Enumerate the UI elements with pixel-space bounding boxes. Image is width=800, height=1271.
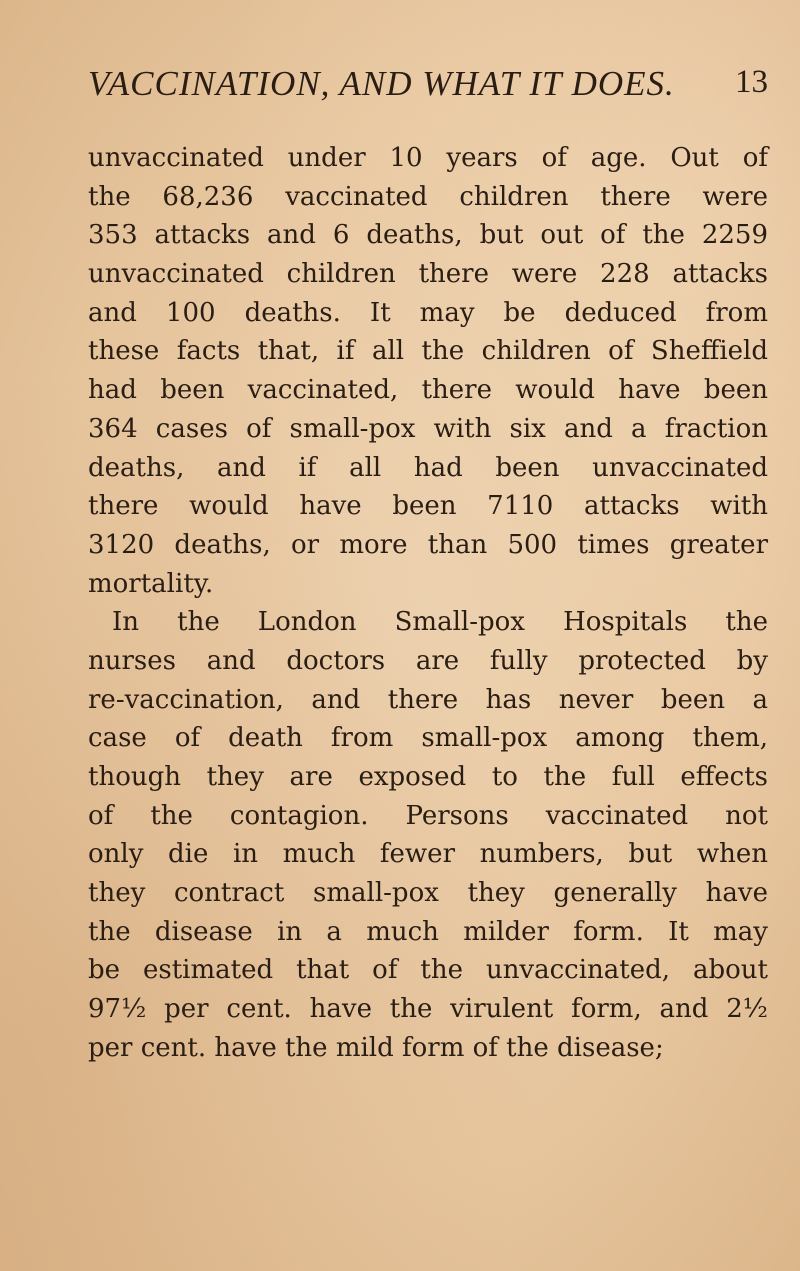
text-line: had been vaccinated, there would have been [88, 375, 768, 406]
page-number: 13 [735, 64, 768, 100]
paragraph [88, 139, 768, 603]
text-line: 364 cases of small-pox with six and a fraction [88, 413, 768, 444]
text-line: there would have been 7110 attacks with [88, 491, 768, 522]
text-line: unvaccinated under 10 years of age. Out of [88, 143, 768, 173]
text-line: unvaccinated children there were 228 attacks [88, 259, 768, 290]
body-text [88, 139, 768, 1068]
text-line: the 68,236 vaccinated children there were [88, 181, 768, 212]
text-line: the disease in a much milder form. It may [88, 916, 768, 947]
text-line: mortality. [88, 568, 214, 599]
text-line: they contract small-pox they generally have [88, 878, 768, 909]
text-line: and 100 deaths. It may be deduced from [88, 297, 768, 328]
text-line: per cent. have the mild form of the disease; [88, 1032, 664, 1063]
text-line: re-vaccination, and there has never been a [88, 684, 768, 715]
text-line: 353 attacks and 6 deaths, but out of the 2259 [88, 220, 768, 251]
running-title: VACCINATION, AND WHAT IT DOES. [88, 64, 675, 103]
text-line: be estimated that of the unvaccinated, about [88, 955, 768, 986]
text-line: though they are exposed to the full effects [88, 762, 768, 792]
paragraph [88, 603, 768, 1067]
text-line: nurses and doctors are fully protected by [88, 645, 768, 676]
text-line: case of death from small-pox among them, [88, 723, 768, 754]
text-line: deaths, and if all had been unvaccinated [88, 452, 768, 483]
text-line: 97½ per cent. have the virulent form, and 2½ [88, 994, 768, 1025]
text-line: these facts that, if all the children of Sheffield [88, 336, 768, 367]
text-line: of the contagion. Persons vaccinated not [88, 800, 768, 831]
text-line: In the London Small-pox Hospitals the [112, 607, 768, 638]
text-line: 3120 deaths, or more than 500 times greater [88, 529, 768, 560]
text-line: only die in much fewer numbers, but when [88, 839, 768, 870]
running-head [88, 64, 768, 114]
